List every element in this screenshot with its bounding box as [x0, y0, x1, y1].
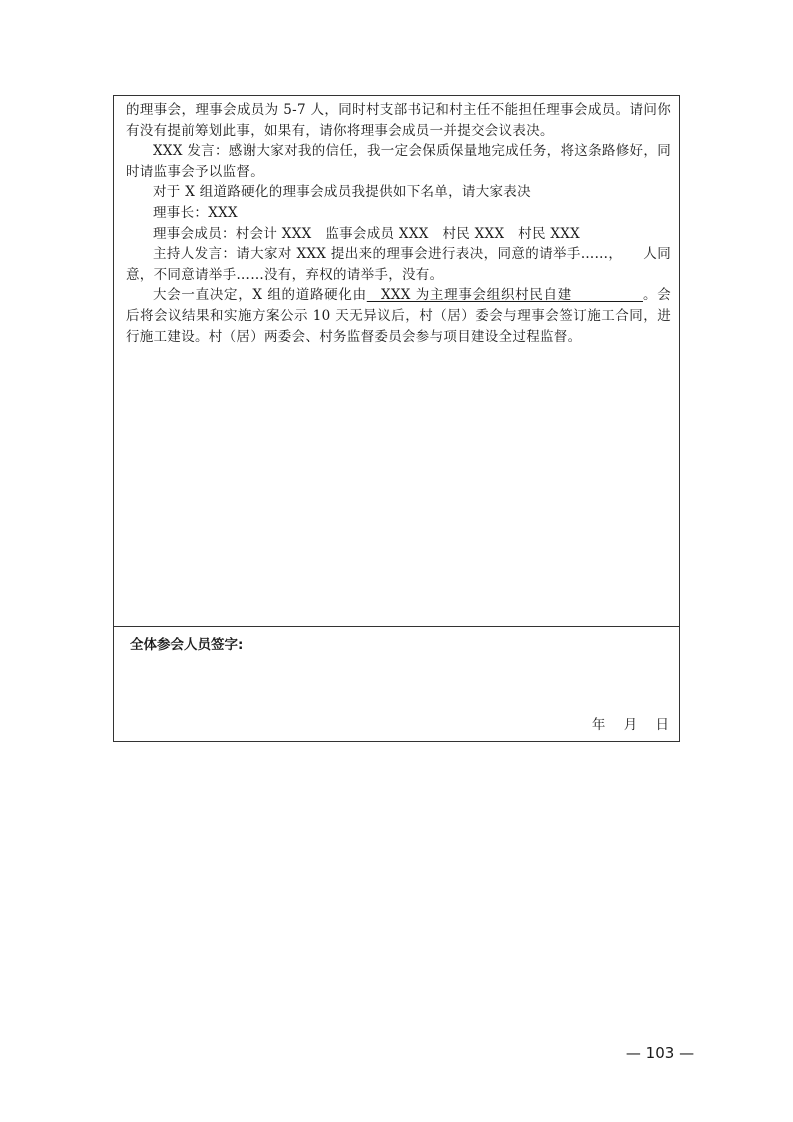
- resolution-underlined-text: XXX 为主理事会组织村民自建: [366, 287, 643, 304]
- paragraph-speaker-response: XXX 发言：感谢大家对我的信任，我一定会保质保量地完成任务，将这条路修好，同时请监事会予以监督。: [126, 143, 671, 180]
- paragraph-council-composition: 的理事会，理事会成员为 5-7 人，同时村支部书记和村主任不能担任理事会成员。请问你有没有提前筹划此事，如果有，请你将理事会成员一并提交会议表决。: [126, 102, 671, 139]
- paragraph-council-chair: 理事长：XXX: [153, 204, 238, 221]
- paragraph-member-list-intro: 对于 X 组道路硬化的理事会成员我提供如下名单，请大家表决: [153, 184, 531, 201]
- page-number: — 103 —: [625, 1044, 695, 1062]
- paragraph-resolution: [126, 285, 671, 347]
- minutes-form-table: [113, 95, 680, 742]
- signature-label: 全体参会人员签字:: [130, 637, 244, 653]
- minutes-content-cell: [114, 96, 679, 627]
- resolution-text-end: 。会后将会议结果和实施方案公示 10 天无异议后，村（居）委会与理事会签订施工合同，进行施工建设。村（居）两委会、村务监督委员会参与项目建设全过程监督。: [126, 287, 671, 345]
- signature-cell: [114, 627, 679, 741]
- paragraph-host-vote: 主持人发言：请大家对 XXX 提出来的理事会进行表决，同意的请举手……， 人同意，不同意请举手……没有，弃权的请举手，没有。: [126, 246, 671, 283]
- date-line: 年 月 日: [591, 717, 669, 733]
- paragraph-council-members: 理事会成员：村会计 XXX 监事会成员 XXX 村民 XXX 村民 XXX: [153, 225, 581, 242]
- resolution-text-start: 大会一直决定，X 组的道路硬化由: [153, 287, 367, 304]
